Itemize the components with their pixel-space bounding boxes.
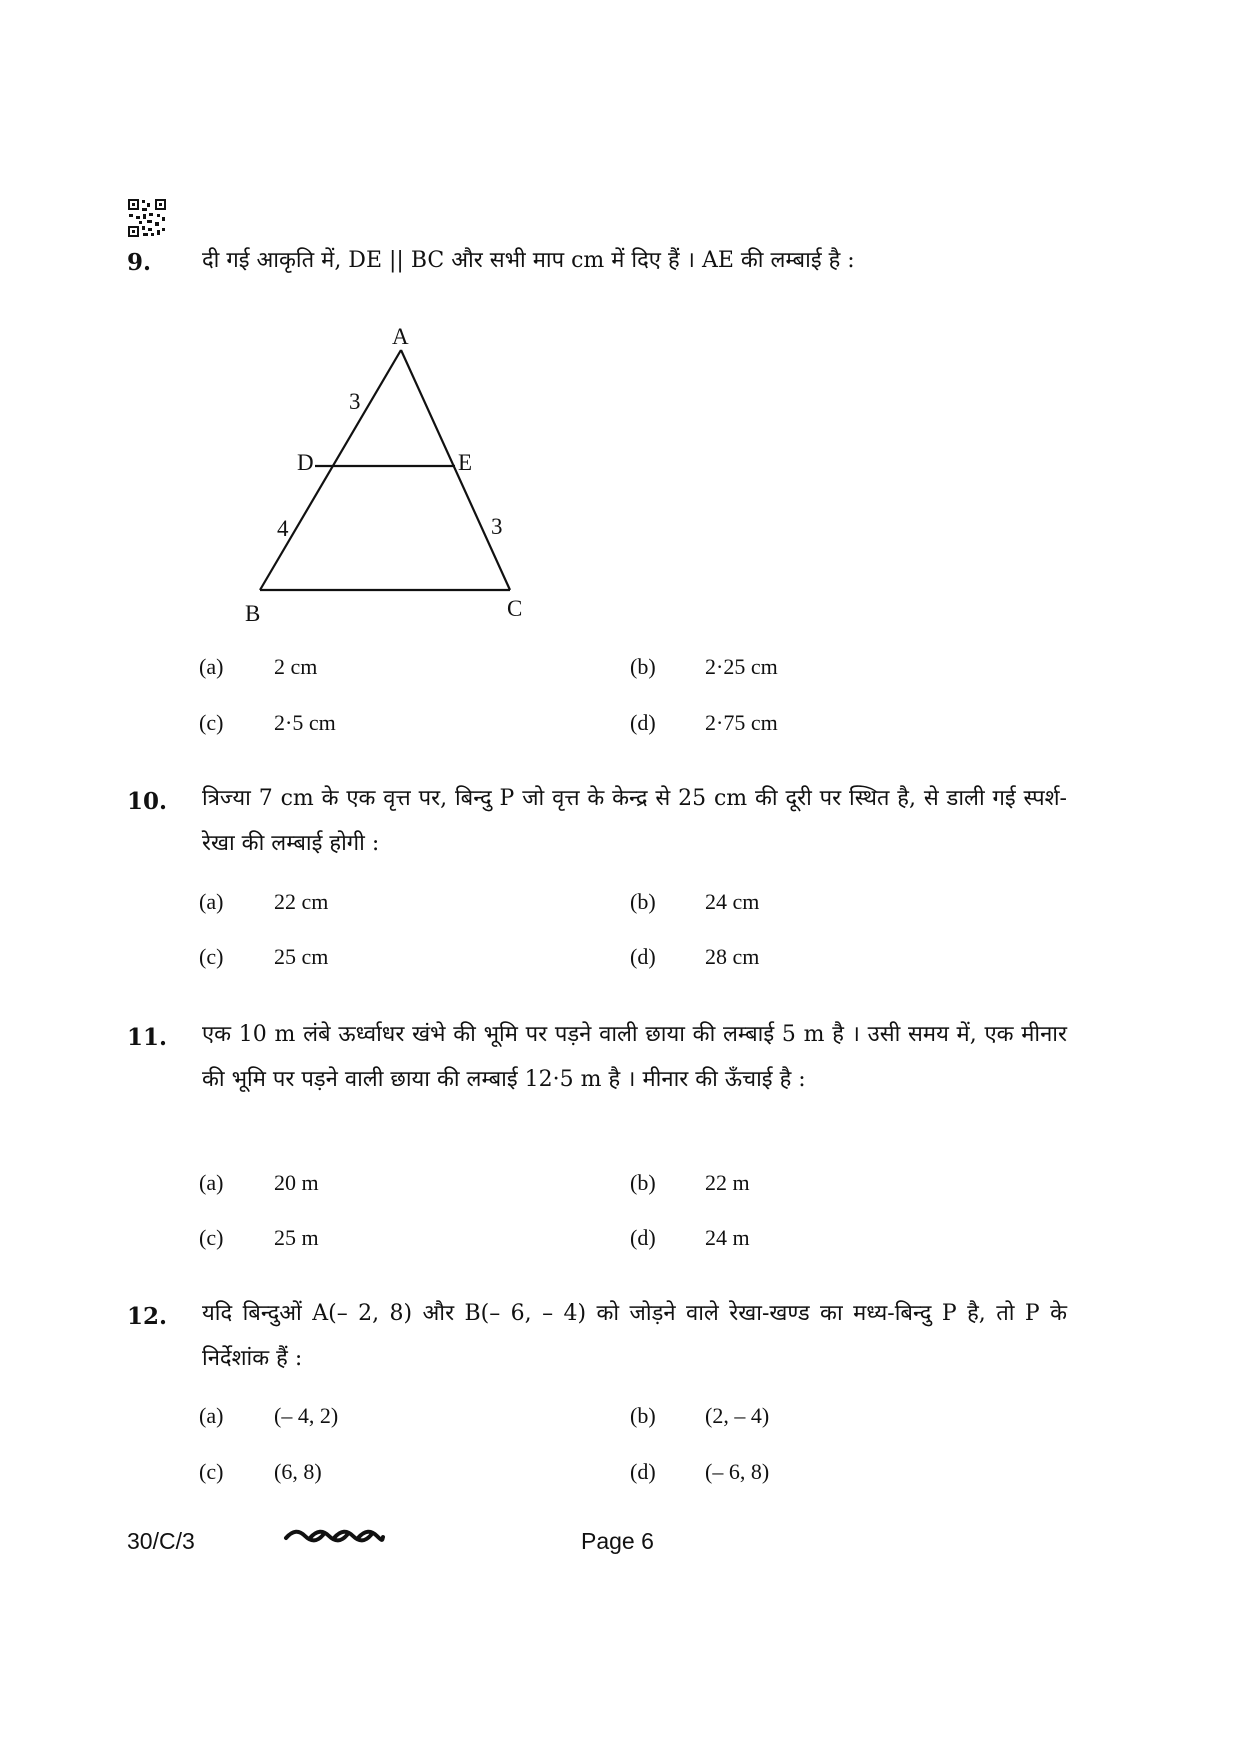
option-text: (– 4, 2) [274, 1403, 339, 1428]
measure-ec: 3 [491, 514, 503, 539]
option-text: 24 m [705, 1225, 750, 1250]
question-number: 11. [127, 1024, 168, 1051]
qr-code [127, 198, 167, 238]
paper-code: 30/C/3 [127, 1528, 195, 1554]
option-label: (b) [630, 889, 656, 914]
option-label: (d) [630, 1225, 656, 1250]
option-label: (b) [630, 654, 656, 679]
option-label: (d) [630, 944, 656, 969]
option-text: 2·75 cm [705, 710, 778, 735]
vertex-label-c: C [507, 596, 523, 621]
option-label: (d) [630, 1459, 656, 1484]
side-ab [260, 350, 401, 590]
option-text: (6, 8) [274, 1459, 322, 1484]
measure-ad: 3 [349, 389, 361, 414]
option-label: (c) [199, 1225, 224, 1250]
option-text: (2, – 4) [705, 1403, 770, 1428]
question-text: त्रिज्या 7 cm के एक वृत्त पर, बिन्दु P जो वृत्त के केन्द्र से 25 cm की दूरी पर स्थित है, से डाली गई स्पर्श-रेखा की लम्बाई होगी : [202, 786, 1067, 856]
option-label: (a) [199, 654, 224, 679]
option-label: (c) [199, 1459, 224, 1484]
option-text: 28 cm [705, 944, 760, 969]
point-label-d: D [297, 450, 314, 475]
triangle-figure [245, 324, 550, 626]
option-text: 25 cm [274, 944, 329, 969]
option-label: (a) [199, 889, 224, 914]
option-label: (a) [199, 1403, 224, 1428]
option-label: (a) [199, 1170, 224, 1195]
side-ac [401, 350, 510, 590]
option-text: 2·5 cm [274, 710, 336, 735]
question-number: 9. [127, 249, 152, 276]
question-text: यदि बिन्दुओं A(– 2, 8) और B(– 6, – 4) को जोड़ने वाले रेखा-खण्ड का मध्य-बिन्दु P है, तो P के निर्देशांक हैं : [202, 1301, 1067, 1371]
option-text: 24 cm [705, 889, 760, 914]
question-number: 10. [127, 788, 168, 815]
option-text: 20 m [274, 1170, 319, 1195]
wave-ornament [283, 1527, 385, 1545]
option-text: (– 6, 8) [705, 1459, 770, 1484]
option-text: 22 cm [274, 889, 329, 914]
question-text: दी गई आकृति में, DE || BC और सभी माप cm में दिए हैं । AE की लम्बाई है : [202, 248, 855, 273]
question-number: 12. [127, 1303, 168, 1330]
question-text: एक 10 m लंबे ऊर्ध्वाधर खंभे की भूमि पर पड़ने वाली छाया की लम्बाई 5 m है । उसी समय में, एक मीनार की भूमि पर पड़ने वाली छाया की लम्बाई 12·5 m है । मीनार की ऊँचाई है : [202, 1022, 1067, 1092]
option-text: 22 m [705, 1170, 750, 1195]
point-label-e: E [458, 450, 473, 475]
option-text: 2·25 cm [705, 654, 778, 679]
option-label: (b) [630, 1403, 656, 1428]
option-label: (b) [630, 1170, 656, 1195]
measure-db: 4 [277, 516, 289, 541]
vertex-label-b: B [245, 601, 261, 626]
option-text: 2 cm [274, 654, 318, 679]
option-label: (c) [199, 944, 224, 969]
page-number: Page 6 [581, 1528, 654, 1554]
option-label: (c) [199, 710, 224, 735]
option-label: (d) [630, 710, 656, 735]
option-text: 25 m [274, 1225, 319, 1250]
vertex-label-a: A [392, 324, 409, 349]
